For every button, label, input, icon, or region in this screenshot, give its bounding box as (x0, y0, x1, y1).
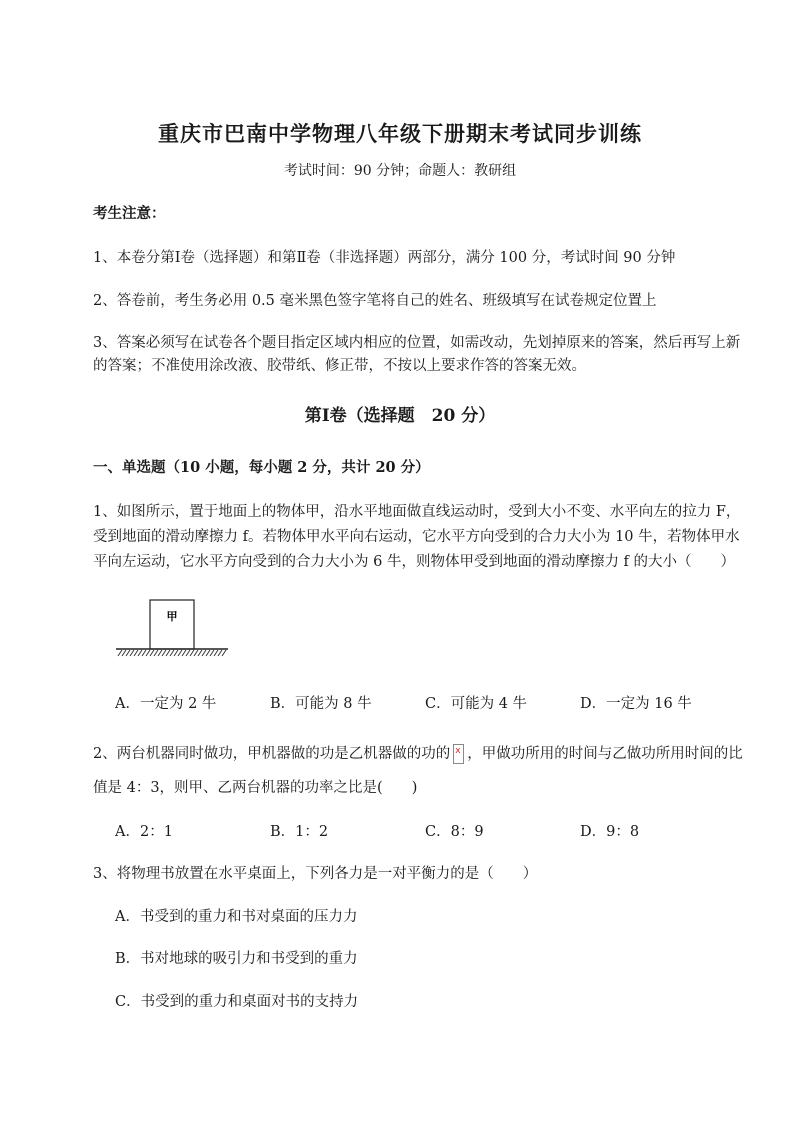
broken-image-icon (453, 744, 464, 764)
q1-option-a: A．一定为 2 牛 (115, 696, 217, 712)
q2-text-part-1: 2、两台机器同时做功，甲机器做的功是乙机器做的功的 (93, 746, 451, 762)
q2-option-d: D．9：8 (580, 824, 640, 840)
q3-option-c: C．书受到的重力和桌面对书的支持力 (115, 994, 359, 1010)
q1-option-b: B．可能为 8 牛 (270, 696, 372, 712)
q2-option-c: C．8：9 (425, 824, 484, 840)
q2-option-b: B．1：2 (270, 824, 329, 840)
q1-text-line-2: 受到地面的滑动摩擦力 f。若物体甲水平向右运动，它水平方向受到的合力大小为 10 牛，若物体甲水 (93, 529, 740, 545)
q2-text-line-1 (93, 742, 743, 764)
notice-item-3-line-2: 的答案；不准使用涂改液、胶带纸、修正带，不按以上要求作答的答案无效。 (93, 358, 586, 374)
q2-text-part-2: ，甲做功所用的时间与乙做功所用时间的比 (467, 746, 743, 762)
exam-info: 考试时间：90 分钟；命题人：教研组 (283, 163, 517, 179)
notice-heading: 考生注意： (93, 205, 166, 222)
notice-item-2: 2、答卷前，考生务必用 0.5 毫米黑色签字笔将自己的姓名、班级填写在试卷规定位置上 (93, 293, 657, 309)
notice-item-1: 1、本卷分第Ⅰ卷（选择题）和第Ⅱ卷（非选择题）两部分，满分 100 分，考试时间 90 分钟 (93, 250, 676, 266)
q1-text-line-1: 1、如图所示，置于地面上的物体甲，沿水平地面做直线运动时，受到大小不变、水平向左的拉力 F， (93, 504, 741, 520)
q3-option-a: A．书受到的重力和书对桌面的压力力 (115, 909, 358, 925)
q1-option-d: D．一定为 16 牛 (580, 696, 692, 712)
part-heading: 一、单选题（10 小题，每小题 2 分，共计 20 分） (93, 459, 430, 476)
section-title: 第Ⅰ卷（选择题 20 分） (304, 406, 496, 426)
ground-hatching (118, 650, 226, 656)
block-label: 甲 (166, 610, 178, 623)
q1-text-line-3: 平向左运动，它水平方向受到的合力大小为 6 牛，则物体甲受到地面的滑动摩擦力 f 的大小（ ） (93, 554, 736, 570)
q3-text-line-1: 3、将物理书放置在水平桌面上，下列各力是一对平衡力的是（ ） (93, 866, 538, 882)
q2-option-a: A．2：1 (115, 824, 173, 840)
q3-option-b: B．书对地球的吸引力和书受到的重力 (115, 951, 358, 967)
q2-text-line-2: 值是 4：3，则甲、乙两台机器的功率之比是( ) (93, 780, 418, 796)
q1-option-c: C．可能为 4 牛 (425, 696, 528, 712)
block-jia (150, 600, 194, 649)
q1-figure (112, 598, 232, 660)
page-title: 重庆市巴南中学物理八年级下册期末考试同步训练 (158, 121, 642, 146)
notice-item-3-line-1: 3、答案必须写在试卷各个题目指定区域内相应的位置，如需改动，先划掉原来的答案，然后再写上新 (93, 335, 741, 351)
